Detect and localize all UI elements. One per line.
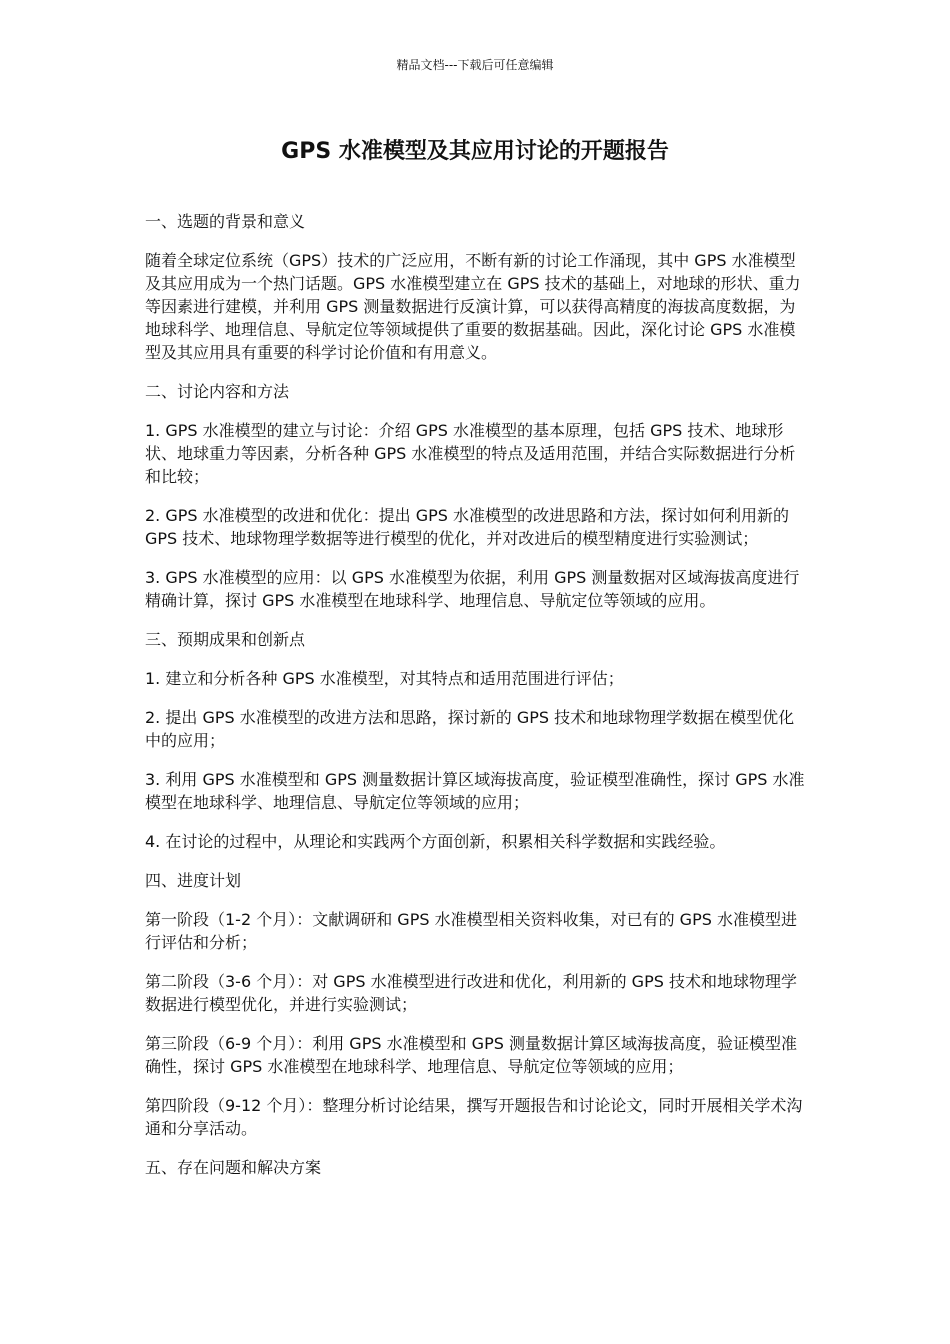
paragraph: 第一阶段（1-2 个月）：文献调研和 GPS 水准模型相关资料收集，对已有的 GPS 水准模型进行评估和分析； [145, 910, 797, 952]
paragraph: 3. 利用 GPS 水准模型和 GPS 测量数据计算区域海拔高度，验证模型准确性，探讨 GPS 水准模型在地球科学、地理信息、导航定位等领域的应用； [145, 770, 805, 812]
section-heading: 一、选题的背景和意义 [145, 212, 306, 231]
page-header: 精品文档---下载后可任意编辑 [396, 58, 554, 72]
section-heading: 四、进度计划 [145, 871, 242, 890]
document-body [145, 210, 809, 1195]
paragraph: 4. 在讨论的过程中，从理论和实践两个方面创新，积累相关科学数据和实践经验。 [145, 832, 726, 851]
paragraph: 1. 建立和分析各种 GPS 水准模型，对其特点和适用范围进行评估； [145, 669, 624, 688]
paragraph: 2. 提出 GPS 水准模型的改进方法和思路，探讨新的 GPS 技术和地球物理学数据在模型优化中的应用； [145, 708, 795, 750]
paragraph: 第四阶段（9-12 个月）：整理分析讨论结果，撰写开题报告和讨论论文，同时开展相关学术沟通和分享活动。 [145, 1096, 803, 1138]
section-heading: 二、讨论内容和方法 [145, 382, 290, 401]
paragraph: 随着全球定位系统（GPS）技术的广泛应用，不断有新的讨论工作涌现，其中 GPS 水准模型及其应用成为一个热门话题。GPS 水准模型建立在 GPS 技术的基础上，对地球的形状、重力等因素进行建模，并利用 GPS 测量数据进行反演计算，可以获得高精度的海拔高度数据，为地球科学、地理信息、导航定位等领域提供了重要的数据基础。因此，深化讨论 GPS 水准模型及其应用具有重要的科学讨论价值和有用意义。 [145, 251, 801, 362]
paragraph: 第二阶段（3-6 个月）：对 GPS 水准模型进行改进和优化，利用新的 GPS 技术和地球物理学数据进行模型优化，并进行实验测试； [145, 972, 797, 1014]
document-title: GPS 水准模型及其应用讨论的开题报告 [281, 139, 669, 164]
paragraph: 第三阶段（6-9 个月）：利用 GPS 水准模型和 GPS 测量数据计算区域海拔高度，验证模型准确性，探讨 GPS 水准模型在地球科学、地理信息、导航定位等领域的应用； [145, 1034, 797, 1076]
section-heading: 五、存在问题和解决方案 [145, 1158, 322, 1177]
paragraph: 3. GPS 水准模型的应用：以 GPS 水准模型为依据，利用 GPS 测量数据对区域海拔高度进行精确计算，探讨 GPS 水准模型在地球科学、地理信息、导航定位等领域的应用。 [145, 568, 800, 610]
paragraph: 1. GPS 水准模型的建立与讨论：介绍 GPS 水准模型的基本原理，包括 GPS 技术、地球形状、地球重力等因素，分析各种 GPS 水准模型的特点及适用范围，并结合实际数据进行分析和比较； [145, 421, 796, 486]
paragraph: 2. GPS 水准模型的改进和优化：提出 GPS 水准模型的改进思路和方法，探讨如何利用新的 GPS 技术、地球物理学数据等进行模型的优化，并对改进后的模型精度进行实验测试； [145, 506, 790, 548]
section-heading: 三、预期成果和创新点 [145, 630, 306, 649]
